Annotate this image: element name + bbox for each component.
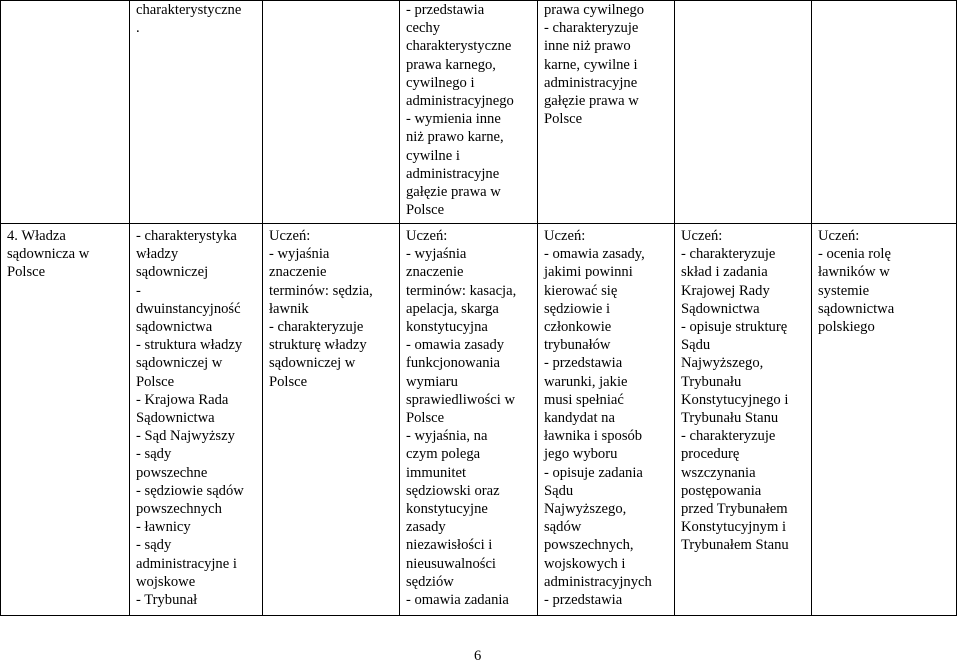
table-cell (538, 224, 675, 616)
cell-text: Uczeń: - wyjaśnia znaczenie terminów: sędzia, ławnik - charakteryzuje strukturę władzy sądowniczej w Polsce (269, 228, 373, 390)
cell-text: charakterystyczne . (136, 2, 242, 37)
cell-text: prawa cywilnego - charakteryzuje inne niż prawo karne, cywilne i administracyjne gałęzie prawa w Polsce (544, 2, 645, 128)
table-cell (130, 1, 263, 224)
cell-text: Uczeń: - omawia zasady, jakimi powinni kierować się sędziowie i członkowie trybunałów - przedstawia warunki, jakie musi spełniać kandydat na ławnika i sposób jego wyboru - opisuje zadania Sądu Najwyższego, sądów powszechnych, wojskowych i administracyjnych - przedstawia (544, 228, 652, 609)
table-cell (263, 1, 400, 224)
table-cell (812, 1, 957, 224)
cell-text: Uczeń: - wyjaśnia znaczenie terminów: kasacja, apelacja, skarga konstytucyjna - omawia zasady funkcjonowania wymiaru sprawiedliwości w Polsce - wyjaśnia, na czym polega immunitet sędziowski oraz konstytucyjne zasady niezawisłości i nieusuwalności sędziów - omawia zadania (406, 228, 517, 609)
table-cell (812, 224, 957, 616)
cell-text: Uczeń: - charakteryzuje skład i zadania Krajowej Rady Sądownictwa - opisuje strukturę Sądu Najwyższego, Trybunału Konstytucyjnego i Trybunału Stanu - charakteryzuje procedurę wszczynania postępowania przed Trybunałem Konstytucyjnym i Trybunałem Stanu (681, 228, 789, 554)
cell-text: - przedstawia cechy charakterystyczne prawa karnego, cywilnego i administracyjnego - wymienia inne niż prawo karne, cywilne i administracyjne gałęzie prawa w Polsce (406, 2, 514, 219)
section-title-cell (1, 224, 130, 616)
table-cell (675, 1, 812, 224)
table-cell (263, 224, 400, 616)
table-row (1, 224, 957, 616)
section-title: 4. Władza sądownicza w Polsce (7, 228, 90, 281)
table-cell (400, 1, 538, 224)
table-row (1, 1, 957, 224)
table-cell (538, 1, 675, 224)
table-cell (675, 224, 812, 616)
cell-text: Uczeń: - ocenia rolę ławników w systemie sądownictwa polskiego (818, 228, 895, 336)
cell-text: - charakterystyka władzy sądowniczej - dwuinstancyjność sądownictwa - struktura władzy sądowniczej w Polsce - Krajowa Rada Sądownictwa - Sąd Najwyższy - sądy powszechne - sędziowie sądów powszechnych - ławnicy - sądy administracyjne i wojskowe - Trybunał (136, 228, 244, 609)
table-cell (400, 224, 538, 616)
table-cell (130, 224, 263, 616)
page-number: 6 (474, 648, 482, 664)
table-cell (1, 1, 130, 224)
